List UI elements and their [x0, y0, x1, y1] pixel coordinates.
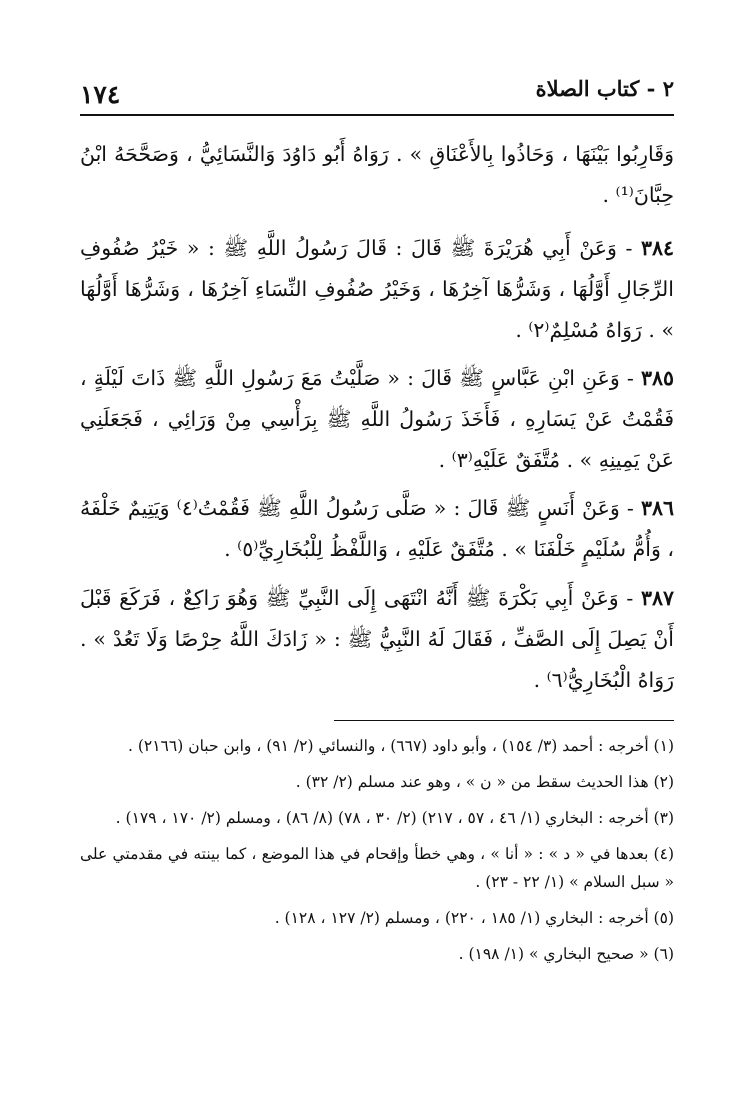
hadith-text: - وَعَنْ أَنَسٍ ﷺ قَالَ : « صَلَّى رَسُولُ اللَّهِ ﷺ فَقُمْتُ⁽٤⁾ وَيَتِيمٌ خَلْفَهُ ، وَأُمُّ سُلَيْمٍ خَلْفَنَا » . مُتَّفَقٌ عَلَيْهِ ، وَاللَّفْظُ لِلْبُخَارِيِّ⁽٥⁾ . — [80, 496, 674, 561]
hadith-385 — [80, 358, 674, 480]
footnotes — [80, 732, 674, 976]
footnote: (٦) « صحيح البخاري » (١/ ١٩٨) . — [458, 945, 674, 963]
hadith-text: - وَعَنْ أَبِي هُرَيْرَةَ ﷺ قَالَ : قَالَ رَسُولُ اللَّهِ ﷺ : « خَيْرُ صُفُوفِ الرِّجَالِ أَوَّلُهَا ، وَشَرُّهَا آخِرُهَا ، وَخَيْرُ صُفُوفِ النِّسَاءِ آخِرُهَا ، وَشَرُّهَا أَوَّلُهَا » . رَوَاهُ مُسْلِمٌ⁽٢⁾ . — [80, 236, 674, 342]
main-text — [80, 134, 674, 724]
hadith-386 — [80, 488, 674, 570]
hadith-text: - وَعَنْ أَبِي بَكْرَةَ ﷺ أَنَّهُ انْتَهَى إِلَى النَّبِيِّ ﷺ وَهُوَ رَاكِعٌ ، فَرَكَعَ قَبْلَ أَنْ يَصِلَ إِلَى الصَّفِّ ، فَقَالَ لَهُ النَّبِيُّ ﷺ : « زَادَكَ اللَّهُ حِرْصًا وَلَا تَعُدْ » . رَوَاهُ الْبُخَارِيُّ⁽٦⁾ . — [80, 586, 674, 692]
footnote: (٣) أخرجه : البخاري (١/ ٤٦ ، ٥٧ ، ٢١٧) (٢/ ٣٠ ، ٧٨) (٨/ ٨٦) ، ومسلم (٢/ ١٧٠ ، ١٧٩) . — [115, 809, 674, 827]
footnote: (٥) أخرجه : البخاري (١/ ١٨٥ ، ٢٢٠) ، ومسلم (٢/ ١٢٧ ، ١٢٨) . — [274, 909, 674, 927]
footnote: (٢) هذا الحديث سقط من « ن » ، وهو عند مسلم (٢/ ٣٢) . — [295, 773, 674, 791]
hadith-number: ٣٨٦ — [640, 496, 674, 520]
footnote-separator — [334, 720, 674, 721]
page-header — [80, 68, 674, 112]
hadith-text: - وَعَنِ ابْنِ عَبَّاسٍ ﷺ قَالَ : « صَلَّيْتُ مَعَ رَسُولِ اللَّهِ ﷺ ذَاتَ لَيْلَةٍ ، فَقُمْتُ عَنْ يَسَارِهِ ، فَأَخَذَ رَسُولُ اللَّهِ ﷺ بِرَأْسِي مِنْ وَرَائِي ، فَجَعَلَنِي عَنْ يَمِينِهِ » . مُتَّفَقٌ عَلَيْهِ⁽٣⁾ . — [80, 366, 674, 472]
intro-text: وَقَارِبُوا بَيْنَهَا ، وَحَاذُوا بِالأَعْنَاقِ » . رَوَاهُ أَبُو دَاوُدَ وَالنَّسَائِيُّ ، وَصَحَّحَهُ ابْنُ حِبَّانَ⁽¹⁾ . — [80, 142, 674, 207]
hadith-384 — [80, 228, 674, 350]
hadith-number: ٣٨٥ — [640, 366, 674, 390]
hadith-number: ٣٨٤ — [640, 236, 674, 260]
footnote: (٤) بعدها في « د » : « أنا » ، وهي خطأ وإقحام في هذا الموضع ، كما بينته في مقدمتي على « سبل السلام » (١/ ٢٢ - ٢٣) . — [80, 845, 674, 891]
hadith-number: ٣٨٧ — [640, 586, 674, 610]
header-divider — [80, 114, 674, 116]
footnote: (١) أخرجه : أحمد (٣/ ١٥٤) ، وأبو داود (٦٦٧) ، والنسائي (٢/ ٩١) ، وابن حبان (٢١٦٦) . — [128, 737, 674, 755]
page-number: ١٧٤ — [80, 80, 121, 109]
hadith-387 — [80, 578, 674, 700]
chapter-title: ٢ - كتاب الصلاة — [535, 76, 674, 101]
intro-paragraph — [80, 134, 674, 220]
